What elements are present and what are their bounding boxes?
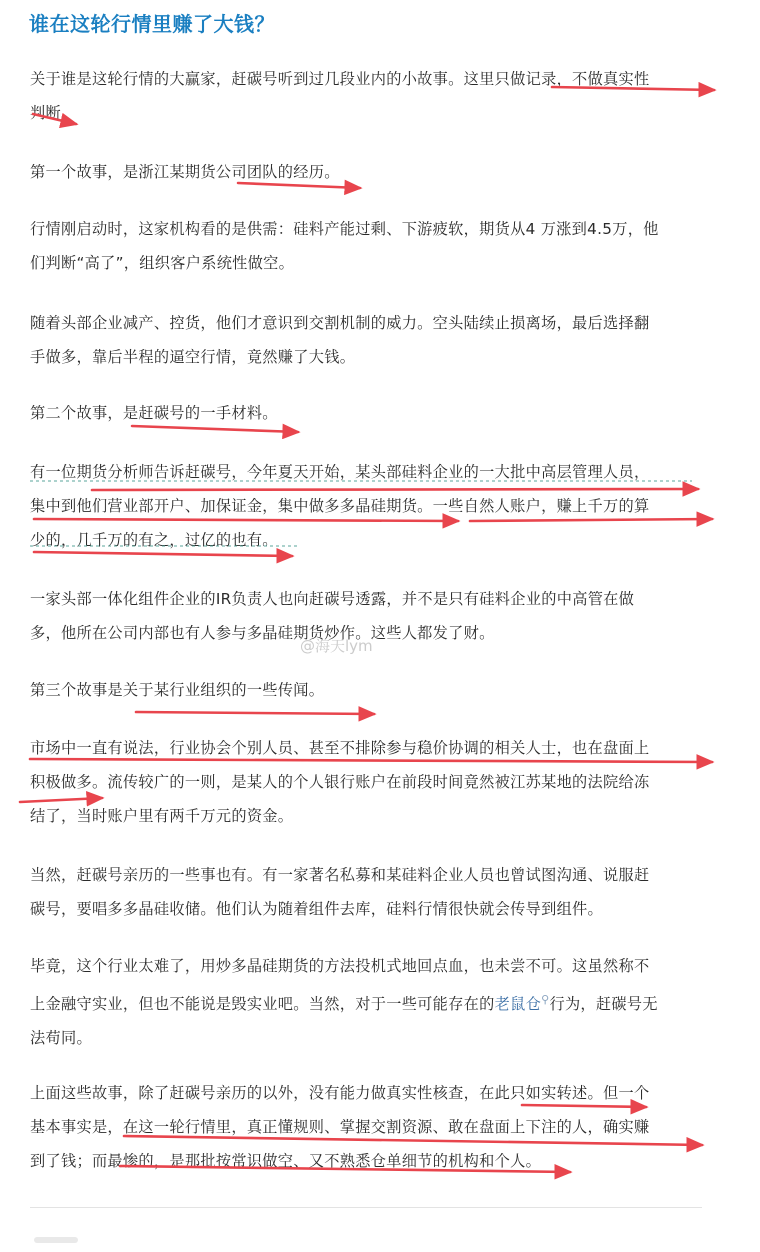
paragraph-line: 第二个故事，是赶碳号的一手材料。 xyxy=(30,404,278,422)
paragraph-line: 集中到他们营业部开户、加保证金，集中做多多晶硅期货。一些自然人账户，赚上千万的算 xyxy=(30,497,650,515)
paragraph-story-one-start xyxy=(30,212,730,280)
paragraph-line: 碳号，要唱多多晶硅收储。他们认为随着组件去库，硅料行情很快就会传导到组件。 xyxy=(30,900,604,918)
search-icon[interactable]: ⚲ xyxy=(541,993,550,1006)
paragraph-line: 毕竟，这个行业太难了，用炒多晶硅期货的方法投机式地回点血，也未尝不可。这虽然称不 xyxy=(30,957,650,975)
paragraph-story-two-intro xyxy=(30,396,730,430)
paragraph-line: 行情刚启动时，这家机构看的是供需：硅料产能过剩、下游疲软，期货从4 万涨到4.5万，他 xyxy=(30,220,659,238)
paragraph-line: 市场中一直有说法，行业协会个别人员、甚至不排除参与稳价协调的相关人士，也在盘面上 xyxy=(30,739,650,757)
paragraph-line: 法苟同。 xyxy=(30,1029,92,1048)
paragraph-line: 有一位期货分析师告诉赶碳号，今年夏天开始，某头部硅料企业的一大批中高层管理人员， xyxy=(30,463,650,481)
paragraph-intro xyxy=(30,62,730,130)
paragraph-line: 基本事实是，在这一轮行情里，真正懂规则、掌握交割资源、敢在盘面上下注的人，确实赚 xyxy=(30,1118,650,1136)
paragraph-conclusion xyxy=(30,1076,730,1178)
text-fragment: 行为，赶碳号无 xyxy=(549,995,658,1014)
bottom-divider xyxy=(30,1207,702,1208)
paragraph-story-one-end xyxy=(30,306,730,374)
footer-mark xyxy=(34,1237,78,1243)
watermark: @海天lym xyxy=(300,637,373,655)
paragraph-line: 到了钱；而最惨的，是那批按常识做空、又不熟悉仓单细节的机构和个人。 xyxy=(30,1152,542,1170)
paragraph-story-three-intro xyxy=(30,673,730,707)
paragraph-line: 当然，赶碳号亲历的一些事也有。有一家著名私募和某硅料企业人员也曾试图沟通、说服赶 xyxy=(30,866,650,884)
paragraph-line: 多，他所在公司内部也有人参与多晶硅期货炒作。这些人都发了财。 xyxy=(30,624,495,642)
paragraph-line: 判断。 xyxy=(30,104,77,122)
paragraph-line: 随着头部企业减产、控货，他们才意识到交割机制的威力。空头陆续止损离场，最后选择翻 xyxy=(30,314,650,332)
paragraph-line: 第三个故事是关于某行业组织的一些传闻。 xyxy=(30,681,325,699)
paragraph-story-one-intro xyxy=(30,155,730,189)
paragraph-industry-comment xyxy=(30,949,730,1055)
article-title: 谁在这轮行情里赚了大钱？ xyxy=(29,12,275,36)
paragraph-line: 们判断“高了”，组织客户系统性做空。 xyxy=(30,254,295,272)
paragraph-story-two-ir xyxy=(30,582,730,650)
arrow-mark xyxy=(136,712,374,714)
keyword-link-rat-trading[interactable]: 老鼠仓 xyxy=(494,995,542,1014)
paragraph-line: 关于谁是这轮行情的大赢家，赶碳号听到过几段业内的小故事。这里只做记录，不做真实性 xyxy=(30,70,650,88)
paragraph-line xyxy=(30,983,730,1021)
paragraph-story-two-detail xyxy=(30,455,730,557)
paragraph-line: 手做多，靠后半程的逼空行情，竟然赚了大钱。 xyxy=(30,348,356,366)
paragraph-line: 一家头部一体化组件企业的IR负责人也向赶碳号透露，并不是只有硅料企业的中高管在做 xyxy=(30,590,635,608)
paragraph-line: 结了，当时账户里有两千万元的资金。 xyxy=(30,807,294,825)
paragraph-personal-experience xyxy=(30,858,730,926)
paragraph-line: 上面这些故事，除了赶碳号亲历的以外，没有能力做真实性核查，在此只如实转述。但一个 xyxy=(30,1084,650,1102)
paragraph-line: 第一个故事，是浙江某期货公司团队的经历。 xyxy=(30,163,340,181)
text-fragment: 上金融守实业，但也不能说是毁实业吧。当然，对于一些可能存在的 xyxy=(30,995,495,1014)
paragraph-line: 少的，几千万的有之，过亿的也有。 xyxy=(30,531,278,549)
paragraph-line: 积极做多。流传较广的一则，是某人的个人银行账户在前段时间竟然被江苏某地的法院给冻 xyxy=(30,773,650,791)
paragraph-story-three-detail xyxy=(30,731,730,833)
